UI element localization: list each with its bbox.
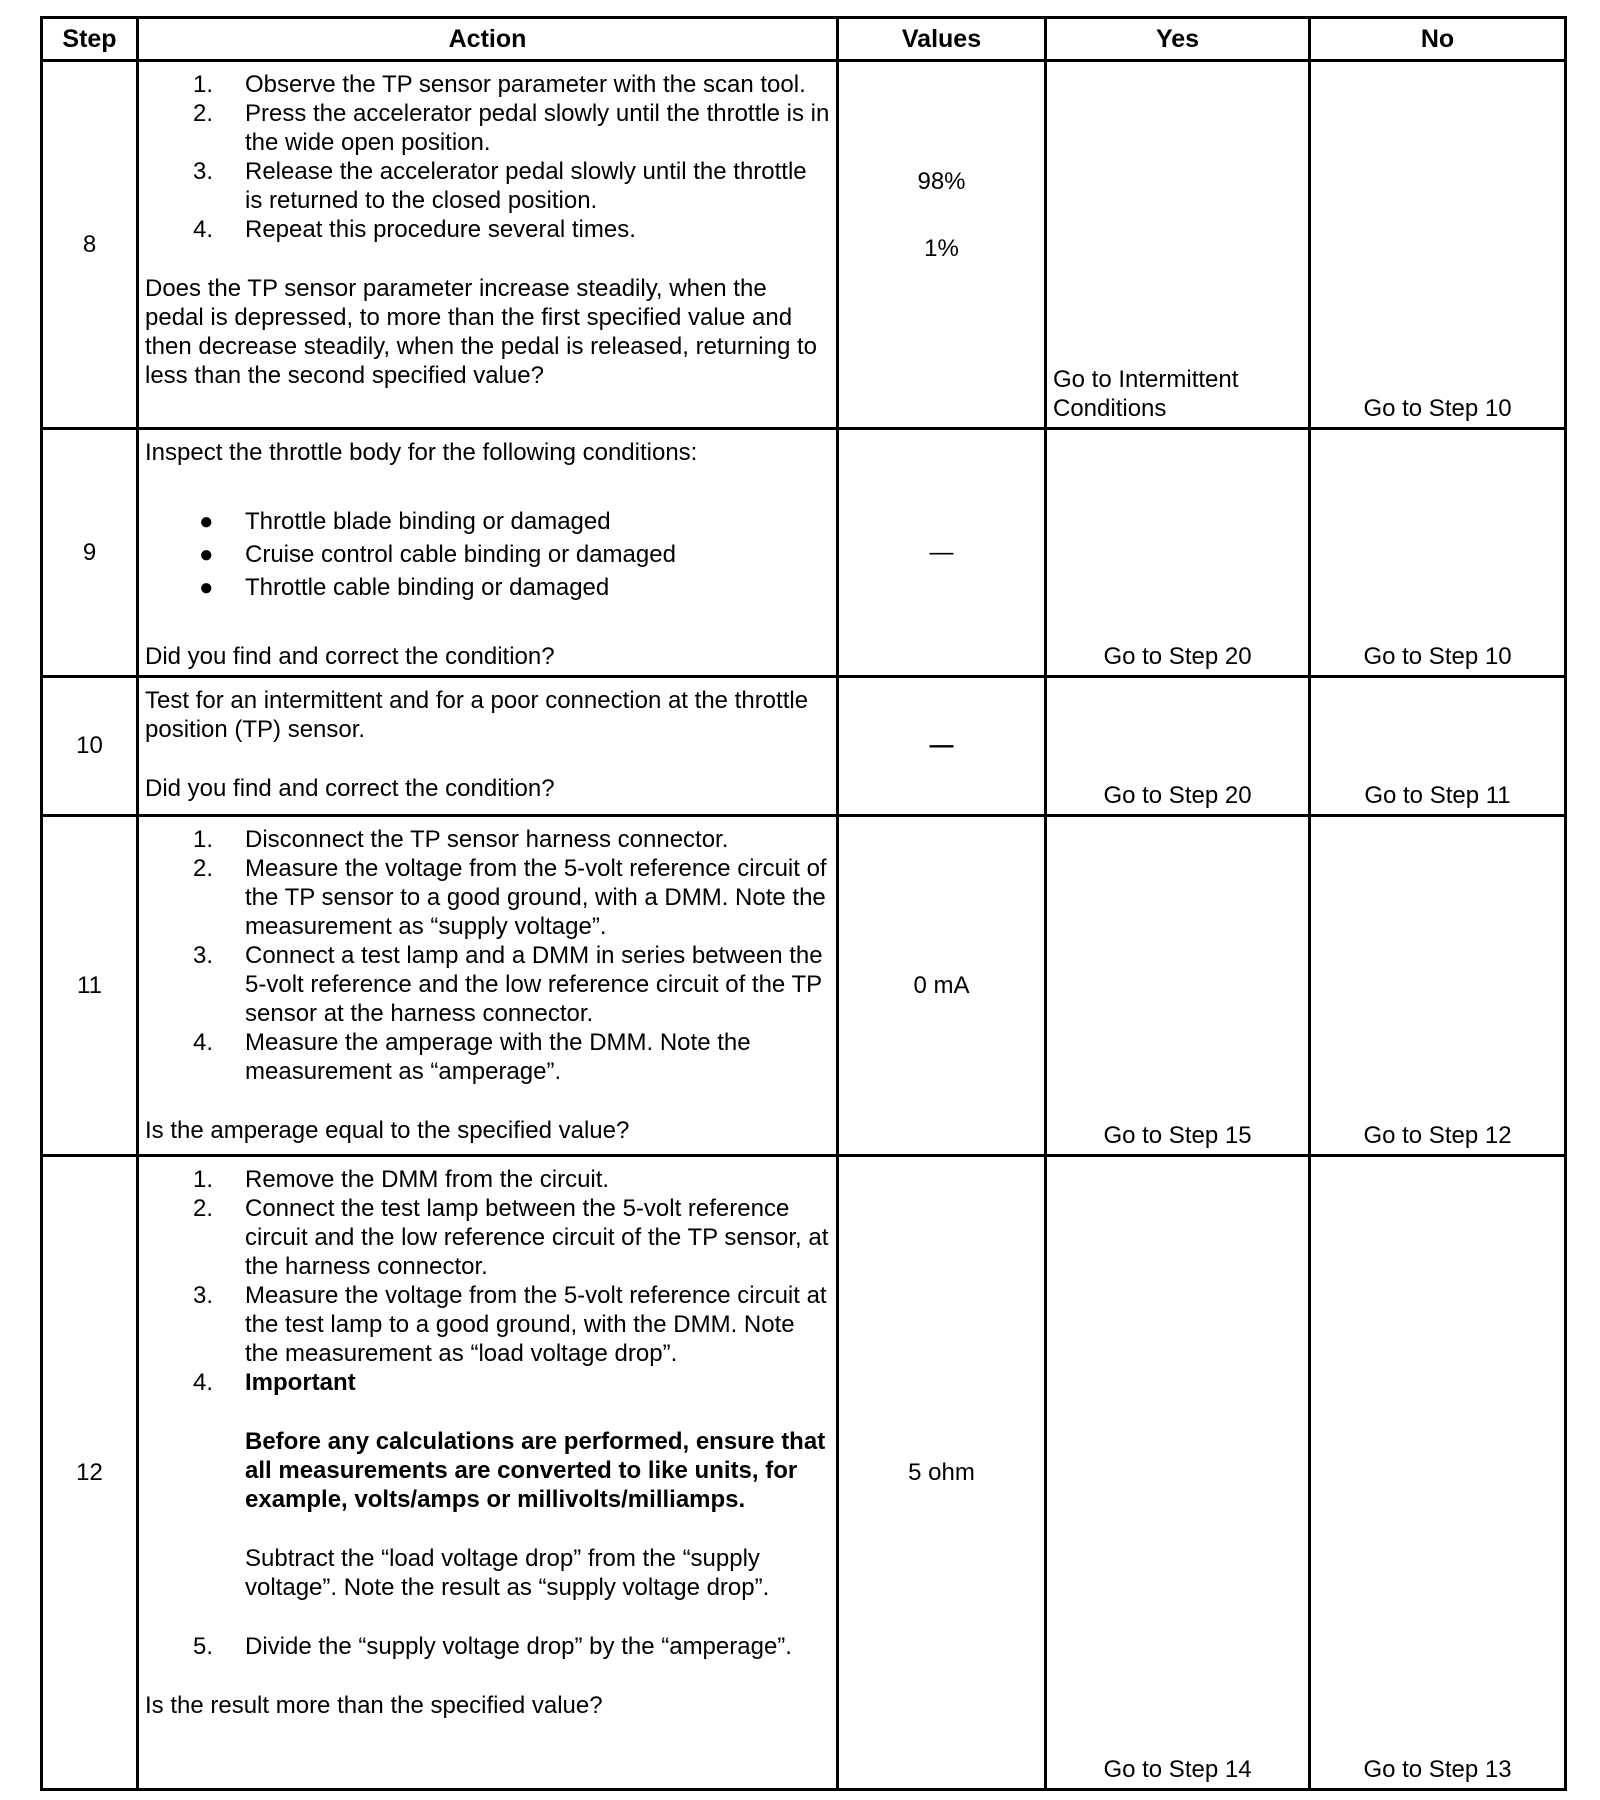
action-cell	[138, 816, 838, 1156]
action-cell	[138, 61, 838, 429]
table-row-step-11	[42, 816, 1566, 1156]
diagnostic-table	[40, 16, 1567, 1791]
no-cell: Go to Step 10	[1310, 429, 1566, 677]
no-cell: Go to Step 11	[1310, 677, 1566, 816]
value-second: 1%	[924, 234, 959, 262]
action-steps-continued	[145, 1632, 830, 1661]
list-item: 1. Observe the TP sensor parameter with the scan tool.	[193, 71, 806, 98]
list-item: ● Cruise control cable binding or damaged	[145, 538, 830, 571]
action-cell	[138, 1156, 838, 1790]
yes-cell: Go to Step 20	[1046, 677, 1310, 816]
list-item: 3. Release the accelerator pedal slowly until the throttle is returned to the closed position.	[193, 158, 807, 214]
action-steps	[145, 825, 830, 1086]
list-item: 3. Connect a test lamp and a DMM in series between the 5-volt reference and the low reference circuit of the TP sensor at the harness connector.	[193, 942, 823, 1027]
table-row-step-10	[42, 677, 1566, 816]
list-item: 5. Divide the “supply voltage drop” by the “amperage”.	[193, 1633, 792, 1660]
list-item: 4. Measure the amperage with the DMM. Note the measurement as “amperage”.	[193, 1029, 751, 1085]
question-text: Did you find and correct the condition?	[145, 775, 555, 802]
list-item: 4. Repeat this procedure several times.	[193, 216, 636, 243]
important-label: Important	[245, 1369, 356, 1396]
list-item: 2. Press the accelerator pedal slowly until the throttle is in the wide open position.	[193, 100, 830, 156]
question-text: Is the result more than the specified value?	[145, 1692, 603, 1719]
value-first: 98%	[917, 167, 966, 195]
list-item: 2. Connect the test lamp between the 5-volt reference circuit and the low reference circuit of the TP sensor, at the harness connector.	[193, 1195, 829, 1280]
table-row-step-8	[42, 61, 1566, 429]
header-action: Action	[138, 18, 838, 61]
yes-cell: Go to Intermittent Conditions	[1046, 61, 1310, 429]
action-steps	[145, 70, 830, 244]
action-steps	[145, 1165, 830, 1397]
step-number: 11	[42, 816, 138, 1156]
question-text: Is the amperage equal to the specified value?	[145, 1117, 630, 1144]
yes-cell: Go to Step 14	[1046, 1156, 1310, 1790]
important-note: Before any calculations are performed, ensure that all measurements are converted to like units, for example, volts/amps or millivolts/milliamps.	[245, 1428, 826, 1513]
header-step: Step	[42, 18, 138, 61]
list-item: 1. Disconnect the TP sensor harness connector.	[193, 826, 729, 853]
question-text: Did you find and correct the condition?	[145, 643, 555, 670]
table-row-step-9	[42, 429, 1566, 677]
list-item: ● Throttle blade binding or damaged	[145, 505, 830, 538]
list-item: 4. Important	[193, 1369, 356, 1396]
values-cell: —	[838, 429, 1046, 677]
intro-text: Inspect the throttle body for the following conditions:	[145, 439, 698, 466]
no-cell: Go to Step 12	[1310, 816, 1566, 1156]
step-number: 12	[42, 1156, 138, 1790]
bullet-icon: ●	[199, 508, 214, 535]
header-yes: Yes	[1046, 18, 1310, 61]
list-item: 1. Remove the DMM from the circuit.	[193, 1166, 610, 1193]
values-cell	[838, 61, 1046, 429]
no-cell: Go to Step 10	[1310, 61, 1566, 429]
yes-cell: Go to Step 20	[1046, 429, 1310, 677]
values-cell: 0 mA	[838, 816, 1046, 1156]
list-item: ● Throttle cable binding or damaged	[145, 571, 830, 604]
list-item: 2. Measure the voltage from the 5-volt reference circuit of the TP sensor to a good ground, with a DMM. Note the measurement as “supply voltage”.	[193, 855, 827, 940]
no-cell: Go to Step 13	[1310, 1156, 1566, 1790]
step-number: 9	[42, 429, 138, 677]
yes-cell: Go to Step 15	[1046, 816, 1310, 1156]
condition-list	[145, 505, 830, 604]
action-cell	[138, 677, 838, 816]
question-text: Does the TP sensor parameter increase steadily, when the pedal is depressed, to more than the first specified value and then decrease steadily, when the pedal is released, returning to less than the second specified value?	[145, 275, 817, 389]
values-cell: —	[838, 677, 1046, 816]
values-cell: 5 ohm	[838, 1156, 1046, 1790]
header-no: No	[1310, 18, 1566, 61]
bullet-icon: ●	[199, 541, 214, 568]
step-number: 10	[42, 677, 138, 816]
bullet-icon: ●	[199, 574, 214, 601]
intro-text: Test for an intermittent and for a poor connection at the throttle position (TP) sensor.	[145, 687, 809, 743]
subtract-note: Subtract the “load voltage drop” from the “supply voltage”. Note the result as “supply voltage drop”.	[245, 1545, 770, 1601]
step-number: 8	[42, 61, 138, 429]
action-cell	[138, 429, 838, 677]
header-values: Values	[838, 18, 1046, 61]
list-item: 3. Measure the voltage from the 5-volt reference circuit at the test lamp to a good ground, with the DMM. Note the measurement as “load voltage drop”.	[193, 1282, 827, 1367]
header-row	[42, 18, 1566, 61]
table-row-step-12	[42, 1156, 1566, 1790]
